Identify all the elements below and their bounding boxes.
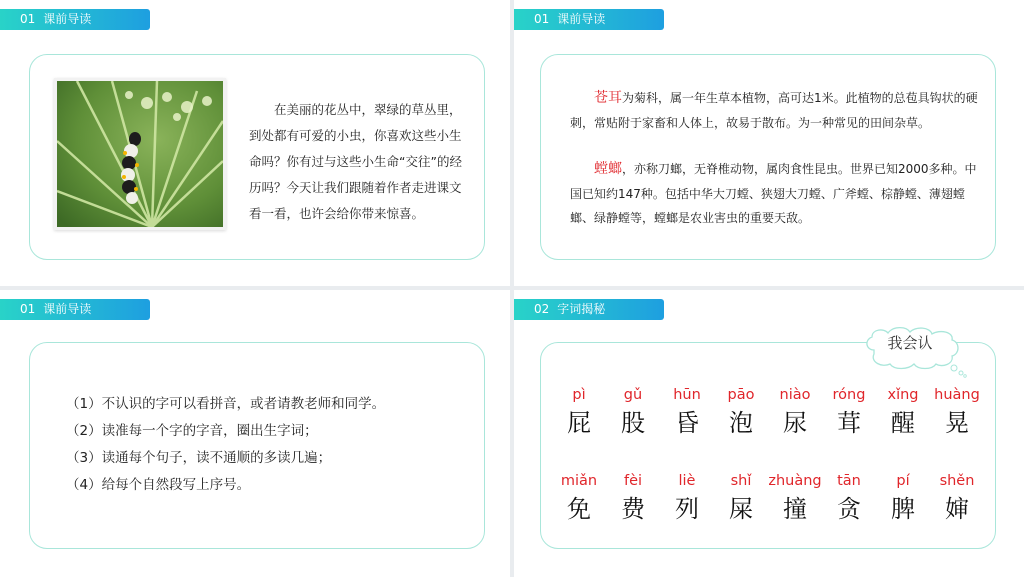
term-cocklebur: 苍耳 [594,90,622,106]
char-cell [822,470,876,526]
char-cell [552,384,606,440]
hanzi: 婶 [945,495,969,523]
cocklebur-description [570,86,980,135]
mantis-description [570,157,980,231]
section-number: 01 [20,12,36,26]
char-cell [822,384,876,440]
hanzi: 醒 [891,409,915,437]
pinyin: pāo [727,387,755,403]
pinyin: huàng [934,387,980,403]
hanzi: 脾 [891,495,915,523]
section-title: 课前导读 [43,302,92,316]
step-item: （4）给每个自然段写上序号。 [66,477,251,493]
pinyin: xǐng [887,387,919,403]
hanzi: 屁 [567,409,591,437]
pinyin: miǎn [560,473,598,489]
section-tag [514,9,664,30]
hanzi: 晃 [945,409,969,437]
reading-steps [66,391,385,499]
slide-1 [0,0,510,286]
pinyin: hūn [673,387,701,403]
section-tag [0,9,150,30]
char-cell [660,384,714,440]
section-tag [0,299,150,320]
char-cell [660,470,714,526]
pinyin: pí [896,473,910,489]
caterpillar-image [57,81,223,227]
char-cell [876,384,930,440]
hanzi: 股 [621,409,645,437]
section-title: 字词揭秘 [557,302,606,316]
char-cell [768,384,822,440]
pinyin: niào [779,387,811,403]
section-tag [514,299,664,320]
pinyin: liè [678,473,696,489]
section-title: 课前导读 [43,12,92,26]
char-cell [552,470,606,526]
char-cell [714,470,768,526]
caterpillar-photo [54,78,226,230]
section-number: 01 [534,12,550,26]
pinyin: fèi [623,473,643,489]
char-cell [606,470,660,526]
char-cell [930,470,984,526]
pinyin: shěn [939,473,975,489]
cocklebur-text: 为菊科，属一年生草本植物，高可达1米。此植物的总苞具钩状的硬刺，常贴附于家畜和人体上，故易于散布。为一种常见的田间杂草。 [570,91,978,130]
pinyin: zhuàng [768,473,822,489]
hanzi: 屎 [729,495,753,523]
term-mantis: 螳螂 [594,161,622,177]
section-title: 课前导读 [557,12,606,26]
section-number: 02 [534,302,550,316]
hanzi: 列 [675,495,699,523]
step-item: （1）不认识的字可以看拼音，或者请教老师和同学。 [66,396,386,412]
section-number: 01 [20,302,36,316]
pinyin: róng [832,387,866,403]
step-item: （3）读通每个句子，读不通顺的多读几遍； [66,450,332,466]
slide-2 [514,0,1024,286]
char-cell [714,384,768,440]
hanzi: 昏 [675,409,699,437]
mantis-text: ，亦称刀螂，无脊椎动物，属肉食性昆虫。世界已知2000多种。中国已知约147种。包括中华大刀螳、狭翅大刀螳、广斧螳、棕静螳、薄翅螳螂、绿静螳等，螳螂是农业害虫的重要天敌。 [570,162,977,225]
step-item: （2）读准每一个字的字音，圈出生字词； [66,423,318,439]
hanzi: 费 [621,495,645,523]
slide-4 [514,290,1024,577]
pinyin: pì [572,387,586,403]
slide-3 [0,290,510,577]
hanzi: 撞 [783,495,807,523]
char-cell [876,470,930,526]
hanzi: 贪 [837,495,861,523]
hanzi: 泡 [729,409,753,437]
pinyin: shǐ [730,473,752,489]
hanzi: 免 [567,495,591,523]
pinyin: gǔ [623,387,643,403]
bubble-label: 我会认 [887,334,933,352]
hanzi: 茸 [837,409,861,437]
char-cell [768,470,822,526]
intro-paragraph: 在美丽的花丛中，翠绿的草丛里，到处都有可爱的小虫，你喜欢这些小生命吗？你有过与这些小生命“交往”的经历吗？今天让我们跟随着作者走进课文看一看，也许会给你带来惊喜。 [249,102,462,221]
pinyin: tān [837,473,861,489]
char-cell [930,384,984,440]
char-cell [606,384,660,440]
hanzi: 尿 [783,409,807,437]
